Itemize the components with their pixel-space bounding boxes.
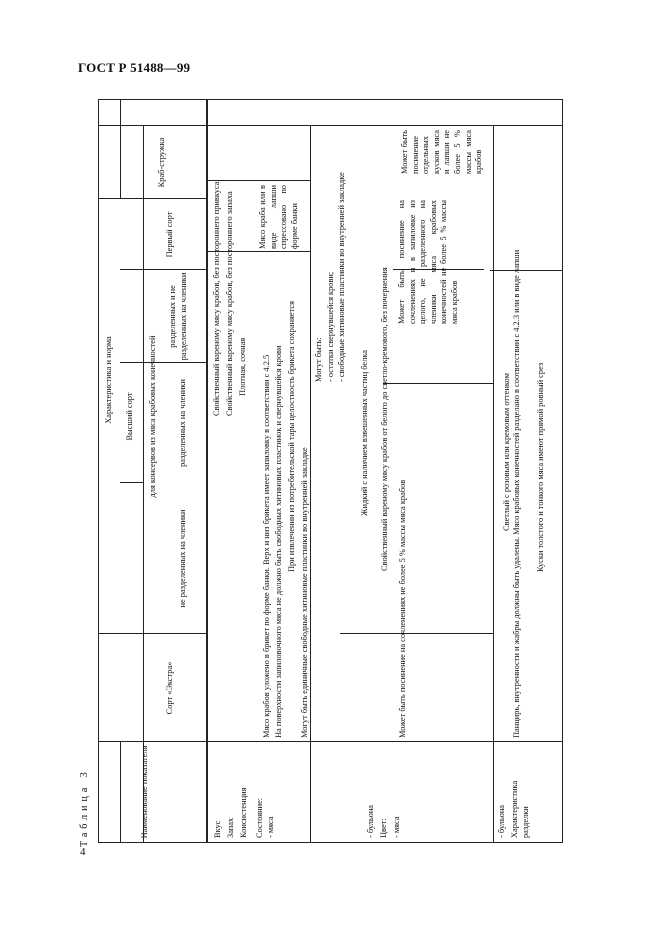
header-extra-grade: Сорт «Экстра» bbox=[165, 661, 174, 715]
header-characteristic: Характеристика и норма bbox=[104, 336, 113, 424]
header-divided: разделенных на членики bbox=[178, 379, 187, 467]
cell-cut-main: Панцирь, внутренности и жабры должны быть удалены. Мясо крабовых конечностей разделано в соответствии с 4.2.3 или в виде лапши bbox=[512, 249, 521, 738]
cell-cut-pieces: Куски толстого и тонкого мяса имеют прямой ровный срез bbox=[536, 362, 545, 572]
header-from-limbs: для консервов из мяса крабовых конечностей bbox=[148, 335, 157, 498]
cell-first-chitin: - свободные хитиновые пластинки во внутренней закладке bbox=[337, 172, 346, 382]
label-broth: - бульона bbox=[366, 804, 375, 838]
cell-consistency: Плотная, сочная bbox=[238, 337, 247, 396]
table-caption: Таблица 3 bbox=[79, 768, 90, 847]
label-meat: - мяса bbox=[266, 816, 275, 838]
cell-broth: Жидкий с наличием взвешенных частиц белка bbox=[360, 350, 369, 516]
label-state: Состояние: bbox=[255, 797, 264, 838]
cell-smell: Свойственный вареному мясу крабов, без постороннего запаха bbox=[225, 191, 234, 416]
cell-blue-shred: Может быть посинение отдельных кусков мяса и лапши не более 5 % массы мяса крабов bbox=[400, 130, 484, 174]
header-not-divided: не разделенных на членики bbox=[178, 509, 187, 608]
cell-color-meat: Свойственный вареному мясу крабов от белого до светло-кремового, без почернения bbox=[380, 267, 389, 571]
cell-blue-first: Может быть посинение на сочленениях и в запиловке из целого, не разделенного на членики мяса крабовых конечностей не более 5 % массы мяса крабов bbox=[397, 200, 459, 324]
label-cut-1: Характеристика bbox=[510, 780, 519, 838]
header-shred: Краб-стружка bbox=[157, 137, 166, 188]
label-broth-color: - бульона bbox=[497, 804, 506, 838]
label-cut-2: разделки bbox=[521, 806, 530, 838]
label-color: Цвет: bbox=[379, 818, 388, 838]
cell-extract: При извлечении из потребительской тары целостность брикета сохраняется bbox=[287, 301, 296, 572]
cell-first-blood: - остатки свернувшейся крови; bbox=[326, 271, 335, 382]
cell-blue-extra: Может быть посинение на сочленениях не более 5 % массы мяса крабов bbox=[398, 479, 407, 738]
header-top-grade: Высший сорт bbox=[125, 392, 134, 441]
cell-meat-surface: На поверхности запиловочного мяса не должно быть свободных хитиновых пластинок и свернувшейся крови bbox=[274, 345, 283, 738]
cell-first-may: Могут быть: bbox=[314, 337, 323, 382]
label-consistency: Консистенция bbox=[239, 787, 248, 838]
header-mixed: разделенных и не разделенных на членики bbox=[168, 272, 188, 361]
cell-broth-color: Светлый с розовым или кремовым оттенком bbox=[502, 373, 511, 531]
label-meat-color: - мяса bbox=[392, 816, 401, 838]
cell-meat-shred: Мясо краба или в виде лапши спрессовано по форме банки bbox=[258, 185, 299, 249]
cell-taste: Свойственный вареному мясу крабов, без постороннего привкуса bbox=[212, 181, 221, 416]
header-first-grade: Первый сорт bbox=[165, 211, 174, 258]
cell-meat-brick: Мясо крабов уложено в брикет по форме банки. Верх и низ брикета имеет запиловку в соответствии с 4.2.5 bbox=[262, 354, 271, 738]
label-smell: Запах bbox=[226, 817, 235, 838]
label-taste: Вкус bbox=[213, 820, 222, 838]
cell-chitin-allowed: Могут быть единичные свободные хитиновые пластинки во внутренней закладке bbox=[300, 447, 309, 738]
document-header: ГОСТ Р 51488—99 bbox=[78, 60, 191, 75]
header-indicator: Наименование показателя bbox=[140, 745, 149, 839]
page-number: 4 bbox=[80, 846, 86, 858]
